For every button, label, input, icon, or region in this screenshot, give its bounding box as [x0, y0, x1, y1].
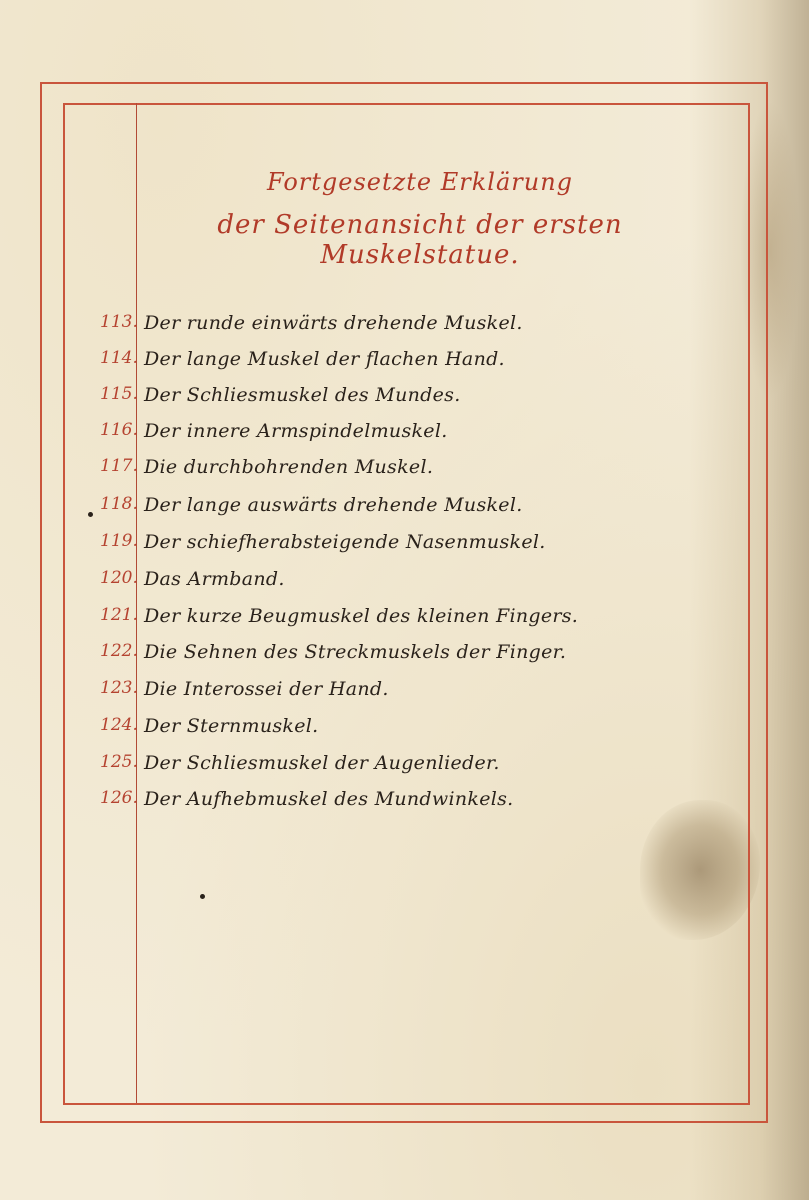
list-item: [0, 348, 700, 382]
entry-number: 123.: [100, 678, 138, 698]
entry-text: Der Schliesmuskel der Augenlieder.: [144, 752, 500, 774]
entry-text: Der lange Muskel der flachen Hand.: [144, 348, 505, 370]
page-title-line2: der Seitenansicht der ersten Muskelstatue.: [217, 210, 623, 270]
ink-dot: [88, 512, 93, 517]
outer-border-bottom: [40, 1121, 768, 1123]
list-item: [0, 715, 700, 749]
list-item: [0, 752, 700, 786]
entry-number: 119.: [100, 531, 138, 551]
entry-text: Der kurze Beugmuskel des kleinen Fingers.: [144, 605, 579, 627]
list-item: [0, 384, 700, 418]
inner-border-left: [63, 103, 65, 1105]
inner-border-right: [748, 103, 750, 1105]
list-item: [0, 641, 700, 675]
entry-number: 120.: [100, 568, 138, 588]
inner-border-top: [63, 103, 750, 105]
entry-text: Der innere Armspindelmuskel.: [144, 420, 448, 442]
entry-number: 117.: [100, 456, 138, 476]
outer-border-top: [40, 82, 768, 84]
entry-text: Die durchbohrenden Muskel.: [144, 456, 434, 478]
outer-border-left: [40, 82, 42, 1123]
list-item: [0, 456, 700, 490]
list-item: [0, 788, 700, 822]
list-item: [0, 494, 700, 528]
entry-text: Die Interossei der Hand.: [144, 678, 389, 700]
page-title-line1: Fortgesetzte Erklärung: [266, 168, 574, 196]
list-item: [0, 568, 700, 602]
entry-number: 114.: [100, 348, 138, 368]
entry-number: 115.: [100, 384, 138, 404]
entry-text: Der lange auswärts drehende Muskel.: [144, 494, 523, 516]
entry-text: Das Armband.: [144, 568, 285, 590]
list-item: [0, 678, 700, 712]
entry-number: 116.: [100, 420, 138, 440]
entry-text: Der Sternmuskel.: [144, 715, 319, 737]
inner-border-bottom: [63, 1103, 750, 1105]
entry-number: 113.: [100, 312, 138, 332]
list-item: [0, 605, 700, 639]
ink-dot: [200, 894, 205, 899]
list-item: [0, 420, 700, 454]
entry-number: 122.: [100, 641, 138, 661]
entry-text: Der Schliesmuskel des Mundes.: [144, 384, 461, 406]
entry-number: 124.: [100, 715, 138, 735]
entry-text: Der schiefherabsteigende Nasenmuskel.: [144, 531, 546, 553]
entry-number: 121.: [100, 605, 138, 625]
list-item: [0, 531, 700, 565]
entry-number: 125.: [100, 752, 138, 772]
entry-number: 126.: [100, 788, 138, 808]
list-item: [0, 312, 700, 346]
entry-number: 118.: [100, 494, 138, 514]
entry-text: Die Sehnen des Streckmuskels der Finger.: [144, 641, 567, 663]
outer-border-right: [766, 82, 768, 1123]
number-margin-line: [136, 103, 137, 1103]
entry-text: Der Aufhebmuskel des Mundwinkels.: [144, 788, 514, 810]
entry-text: Der runde einwärts drehende Muskel.: [144, 312, 523, 334]
